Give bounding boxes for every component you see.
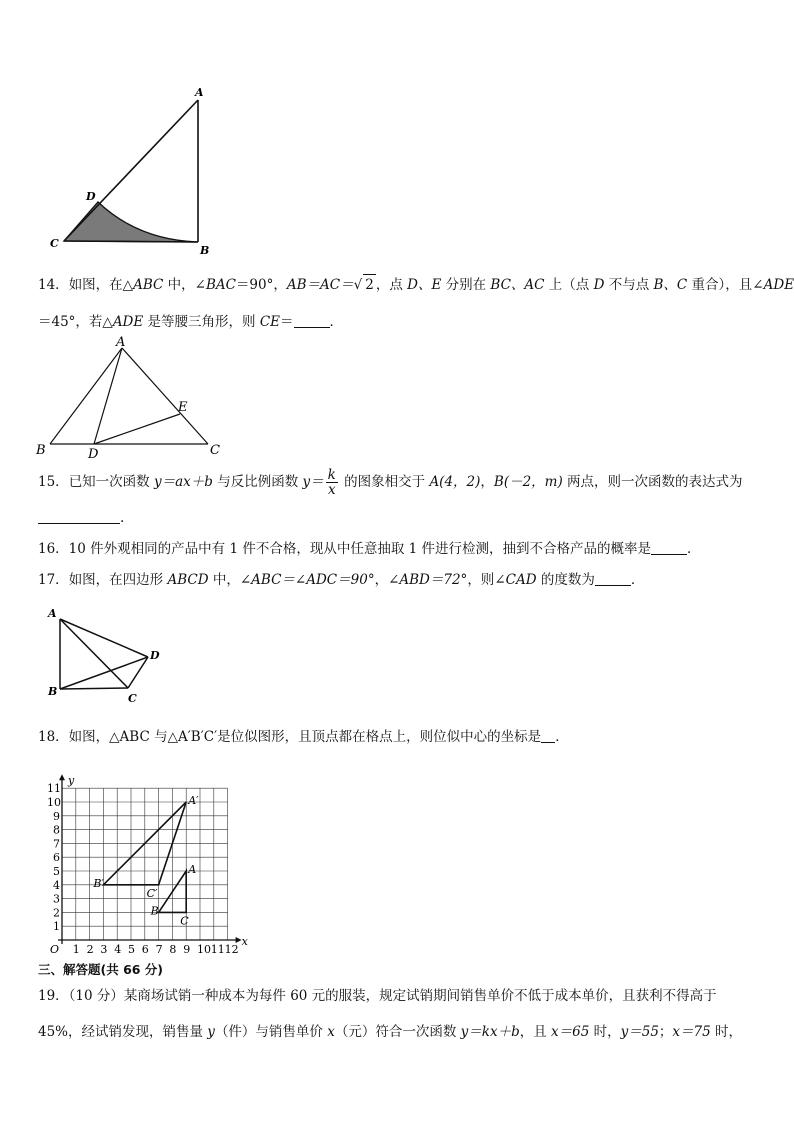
label-c: C [128,692,137,705]
figure-q18-grid [34,752,274,958]
figure-q17 [42,605,172,705]
y-tick-label: 6 [53,851,60,865]
label-d: D [88,447,99,460]
answer-blank-17[interactable] [595,571,631,586]
y-tick-label: 8 [53,823,60,837]
x-tick-label: 8 [169,943,177,956]
x-axis-label: x [241,935,248,948]
segment-ad [94,348,122,444]
shaded-region [64,202,198,242]
y-tick-label: 4 [53,878,60,892]
y-tick-label: 9 [53,809,60,823]
y-tick-label: 1 [53,920,60,934]
question-14-line-2: ＝45°，若△ADE 是等腰三角形，则 CE＝ ． [38,314,344,330]
x-tick-label: 4 [114,943,122,956]
y-tick-label: 10 [47,796,61,809]
x-tick-label: 9 [183,943,191,956]
segment-cd [128,657,148,688]
label-c: C [50,237,59,250]
x-tick-label: 6 [141,943,149,956]
label-d: D [150,649,160,662]
question-15-line-1: 15．已知一次函数 y＝ax＋b 与反比例函数 y＝ $\frac{k}{x}$ 的图象相交于 A(4，2)，B(－2，m) 两点，则一次函数的表达式为 [38,467,743,498]
label-b: B [48,685,58,698]
question-18: 18．如图，△ABC 与△A′B′C′是位似图形，且顶点都在格点上，则位似中心的坐标是 ． [38,729,569,745]
y-tick-label: 5 [53,865,60,878]
label-b: B [200,244,210,257]
segment-ac [60,619,128,688]
answer-blank-18[interactable] [541,728,555,743]
section-3-title: 三、解答题(共 66 分) [38,962,164,977]
segment-bd [60,657,148,689]
origin-label: O [50,943,60,956]
grid-lines [62,788,228,940]
label-d: D [86,190,96,203]
answer-blank-14[interactable] [294,313,330,328]
segment-cb [64,241,198,242]
x-tick-label: 5 [128,943,135,956]
question-15-line-2: . [38,508,124,528]
question-14-line-1: 14．如图，在△ABC 中，∠BAC＝90°，AB＝AC＝√ 2 ，点 D、E 分别在 BC、AC 上（点 D 不与点 B、C 重合），且∠ADE [38,274,794,295]
label-a: A [188,863,197,876]
y-tick-label: 3 [53,892,60,906]
answer-blank-15[interactable] [38,509,120,524]
y-tick-label: 2 [53,906,60,920]
y-axis-label: y [68,774,75,788]
x-tick-label: 10 [197,943,211,956]
y-tick-label: 11 [47,782,61,796]
label-c: C [180,914,189,928]
figure-q13 [40,80,220,260]
label-c-prime: C′ [146,886,158,900]
question-19-line-1: 19．（10 分）某商场试销一种成本为每件 60 元的服装，规定试销期间销售单价不低于成本单价，且获利不得高于 [38,988,717,1004]
x-tick-label: 3 [100,943,108,956]
sqrt-sign: √ [353,277,363,293]
x-tick-label: 2 [86,943,94,956]
label-b: B [36,443,46,458]
segment-ba [50,348,122,444]
label-b: B [150,904,159,918]
question-17: 17．如图，在四边形 ABCD 中，∠ABC＝∠ADC＝90°，∠ABD＝72°，则∠CAD 的度数为 ． [38,572,645,588]
label-b-prime: B′ [93,876,104,890]
segment-bc [60,688,128,689]
label-a-prime: A′ [188,794,199,807]
x-tick-label: 11 [210,943,225,956]
figure-q14 [30,336,230,460]
label-c: C [210,443,220,458]
segment-ca [64,100,198,241]
question-16: 16．10 件外观相同的产品中有 1 件不合格，现从中任意抽取 1 件进行检测，抽到不合格产品的概率是 ． [38,541,701,557]
segment-ad [60,619,148,657]
triangles [92,794,199,927]
label-a: A [48,607,57,620]
label-e: E [178,400,188,415]
x-tick-label: 1 [72,943,80,956]
label-a: A [116,336,126,350]
tick-labels [47,774,249,956]
segment-de [94,414,180,444]
x-tick-label: 7 [155,943,163,956]
question-19-line-2: 45%，经试销发现，销售量 y（件）与销售单价 x（元）符合一次函数 y＝kx＋b，且 x＝65 时，y＝55；x＝75 时， [38,1024,743,1040]
answer-blank-16[interactable] [651,540,687,555]
x-tick-label: 12 [224,943,239,956]
fraction-k-over-x: $\frac{k}{x}$ [327,467,336,498]
y-tick-label: 7 [53,837,60,851]
label-a: A [195,86,204,99]
y-axis-arrow [59,774,65,780]
